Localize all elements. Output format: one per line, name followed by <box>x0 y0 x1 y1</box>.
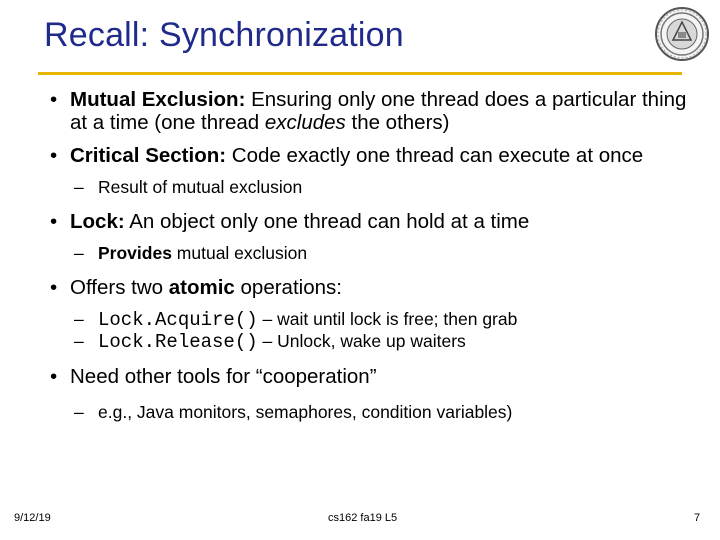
dash-glyph: – <box>74 402 84 422</box>
sub-bullet-acquire <box>50 309 700 331</box>
bullet-glyph: • <box>50 88 58 111</box>
term-critical-section: Critical Section: <box>70 144 227 167</box>
university-seal-icon <box>654 6 710 62</box>
text: Result of mutual exclusion <box>98 177 303 197</box>
bullet-critical-section <box>50 144 700 167</box>
bullet-atomic-operations <box>50 276 700 299</box>
emphasis: Provides <box>98 243 172 263</box>
bullet-lock <box>50 210 700 233</box>
dash-glyph: – <box>74 331 84 351</box>
text: Ensuring only one thread does a particular thing at a time (one thread <box>70 88 687 134</box>
sub-bullet-provides <box>50 243 700 264</box>
term-mutual-exclusion: Mutual Exclusion: <box>70 88 246 111</box>
text: Offers two <box>70 276 169 299</box>
text: – Unlock, wake up waiters <box>257 331 466 351</box>
bullet-glyph: • <box>50 144 58 167</box>
code-release: Lock.Release() <box>98 331 258 353</box>
dash-glyph: – <box>74 243 84 263</box>
emphasis: excludes <box>264 111 346 134</box>
bullet-glyph: • <box>50 365 58 388</box>
dash-glyph: – <box>74 177 84 197</box>
bullet-glyph: • <box>50 276 58 299</box>
text: Code exactly one thread can execute at once <box>226 144 644 167</box>
code-acquire: Lock.Acquire() <box>98 309 258 331</box>
slide-title: Recall: Synchronization <box>44 16 404 54</box>
text: e.g., Java monitors, semaphores, condition variables) <box>98 402 513 422</box>
footer-date: 9/12/19 <box>14 512 51 524</box>
text: An object only one thread can hold at a time <box>124 210 530 233</box>
emphasis: atomic <box>168 276 235 299</box>
footer-page-number: 7 <box>694 512 701 524</box>
bullet-mutual-exclusion <box>50 88 700 134</box>
dash-glyph: – <box>74 309 84 329</box>
sub-bullet-examples <box>50 402 700 423</box>
footer-course: cs162 fa19 L5 <box>328 512 398 524</box>
sub-bullet-release <box>50 331 700 353</box>
bullet-cooperation <box>50 365 700 388</box>
title-underline <box>38 72 682 75</box>
term-lock: Lock: <box>70 210 125 233</box>
sub-bullet-result <box>50 177 700 198</box>
text: mutual exclusion <box>171 243 308 263</box>
bullet-glyph: • <box>50 210 58 233</box>
text: operations: <box>234 276 342 299</box>
text: – wait until lock is free; then grab <box>257 309 518 329</box>
text: Need other tools for “cooperation” <box>70 365 377 388</box>
slide-body <box>50 88 700 423</box>
text: the others) <box>345 111 450 134</box>
